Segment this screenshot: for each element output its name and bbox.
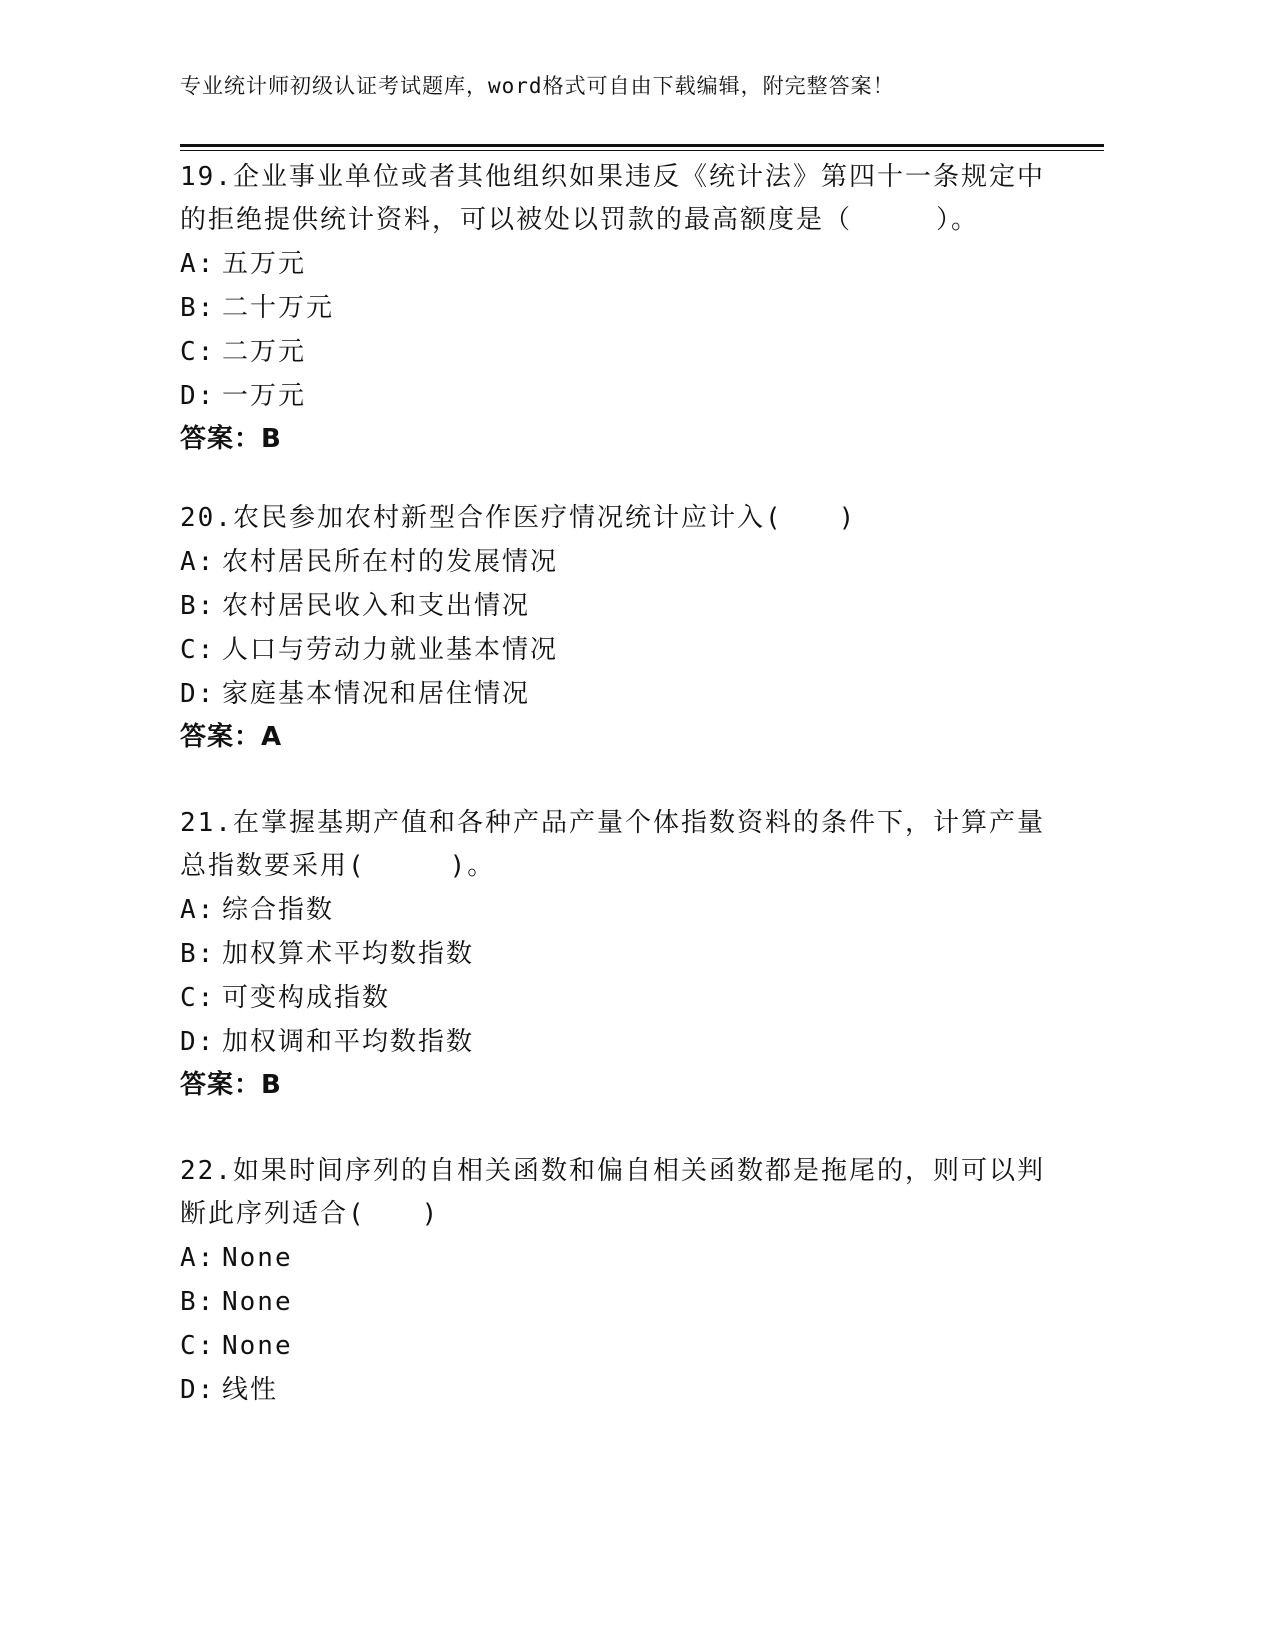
option-key: D:	[180, 1375, 216, 1405]
option-key: A:	[180, 895, 216, 925]
option-a	[180, 540, 856, 584]
option-key: D:	[180, 679, 216, 709]
option-text: 线性	[222, 1375, 279, 1405]
option-text: None	[222, 1287, 293, 1317]
question-text: 22.如果时间序列的自相关函数和偏自相关函数都是拖尾的，则可以判断此序列适合( )	[180, 1156, 1045, 1229]
option-key: D:	[180, 1027, 216, 1057]
option-text: None	[222, 1243, 293, 1273]
option-d	[180, 1368, 1060, 1412]
option-text: 农村居民所在村的发展情况	[222, 547, 559, 577]
answer-label: 答案：B	[180, 424, 282, 454]
option-c	[180, 1324, 1060, 1368]
option-d	[180, 1020, 1060, 1064]
option-c	[180, 976, 1060, 1020]
option-b	[180, 584, 856, 628]
header-rule-thick	[180, 144, 1104, 147]
option-c	[180, 330, 1060, 374]
option-b	[180, 932, 1060, 976]
option-key: B:	[180, 939, 216, 969]
option-text: 加权调和平均数指数	[222, 1027, 475, 1057]
option-text: 综合指数	[222, 895, 335, 925]
page-header: 专业统计师初级认证考试题库，word格式可自由下载编辑，附完整答案！	[180, 74, 895, 98]
question-19	[180, 150, 1060, 461]
question-text: 20.农民参加农村新型合作医疗情况统计应计入( )	[180, 503, 857, 533]
option-text: 一万元	[222, 381, 307, 411]
question-text: 21.在掌握基期产值和各种产品产量个体指数资料的条件下，计算产量总指数要采用( )。	[180, 808, 1045, 881]
option-key: B:	[180, 1287, 216, 1317]
question-20	[180, 497, 856, 759]
option-key: B:	[180, 293, 216, 323]
option-key: C:	[180, 337, 216, 367]
option-text: 家庭基本情况和居住情况	[222, 679, 531, 709]
option-b	[180, 1280, 1060, 1324]
option-key: A:	[180, 1243, 216, 1273]
question-22	[180, 1150, 1060, 1412]
option-key: C:	[180, 983, 216, 1013]
option-text: 五万元	[222, 249, 307, 279]
question-text: 19.企业事业单位或者其他组织如果违反《统计法》第四十一条规定中的拒绝提供统计资料，可以被处以罚款的最高额度是（ ）。	[180, 162, 1045, 235]
option-a	[180, 242, 1060, 286]
option-key: C:	[180, 1331, 216, 1361]
option-key: C:	[180, 635, 216, 665]
option-text: 农村居民收入和支出情况	[222, 591, 531, 621]
option-d	[180, 374, 1060, 418]
option-a	[180, 1236, 1060, 1280]
option-key: D:	[180, 381, 216, 411]
answer-label: 答案：A	[180, 722, 283, 752]
answer-label: 答案：B	[180, 1070, 282, 1100]
option-key: A:	[180, 547, 216, 577]
option-c	[180, 628, 856, 672]
question-21	[180, 802, 1060, 1107]
option-a	[180, 888, 1060, 932]
option-key: B:	[180, 591, 216, 621]
option-text: 二十万元	[222, 293, 335, 323]
option-text: 人口与劳动力就业基本情况	[222, 635, 559, 665]
option-d	[180, 672, 856, 716]
option-text: 二万元	[222, 337, 307, 367]
option-b	[180, 286, 1060, 330]
option-text: None	[222, 1331, 293, 1361]
option-text: 可变构成指数	[222, 983, 391, 1013]
option-text: 加权算术平均数指数	[222, 939, 475, 969]
option-key: A:	[180, 249, 216, 279]
